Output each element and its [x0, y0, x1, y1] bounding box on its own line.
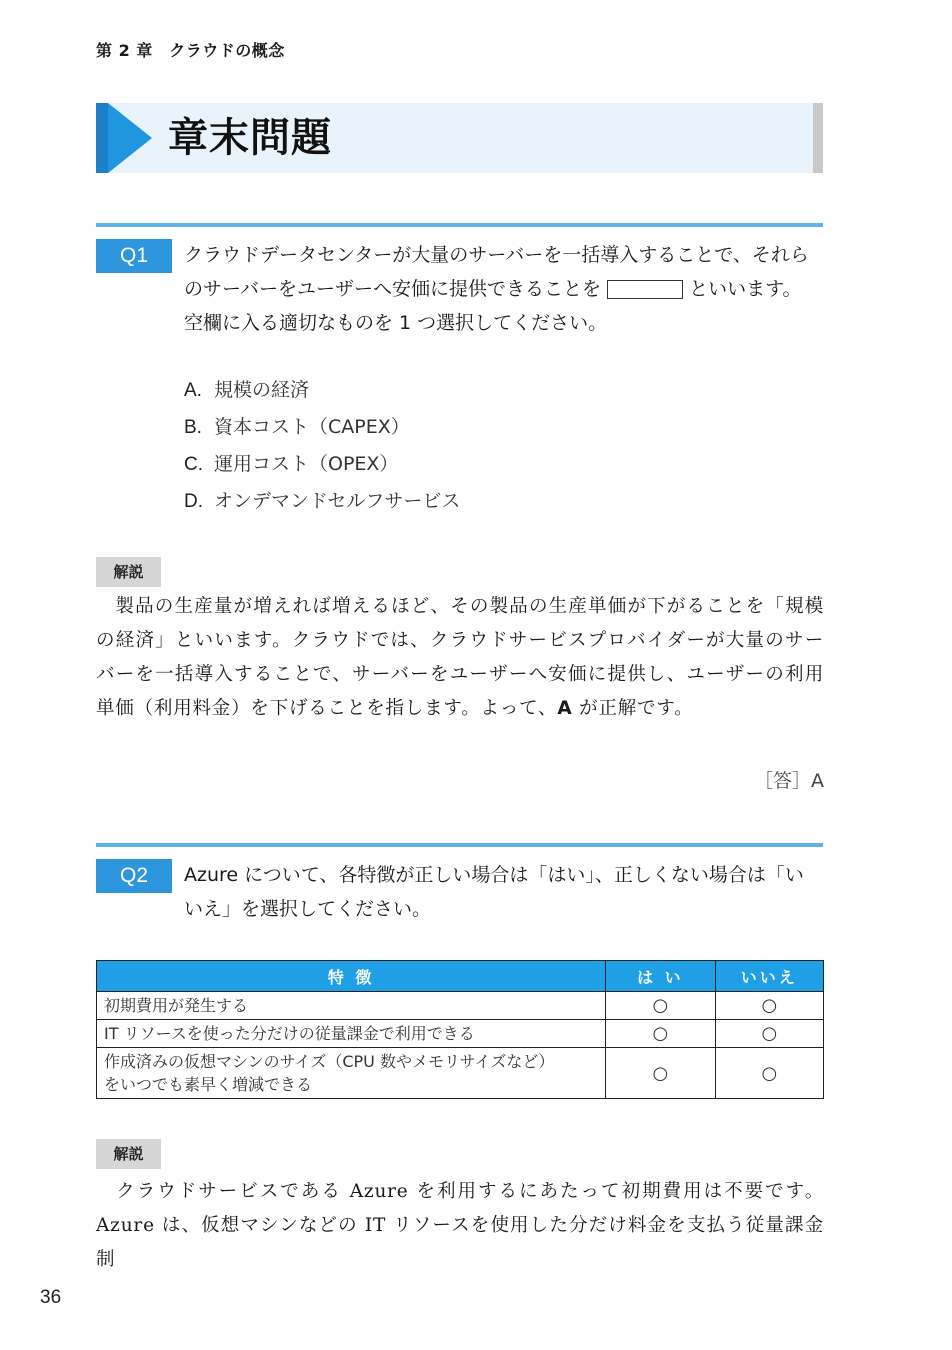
q2-line1: Azure について、各特徴が正しい場合は「はい」、正しくない場合は「い: [184, 864, 804, 886]
question-divider: [96, 223, 823, 227]
choice-text: 資本コスト（CAPEX）: [214, 416, 410, 438]
answer-blank-box: [607, 280, 683, 299]
chapter-title: 章末問題: [168, 115, 332, 161]
yes-circle: ○: [606, 1020, 715, 1048]
choice-text: 規模の経済: [214, 379, 310, 401]
q1-answer: ［答］A: [754, 770, 824, 792]
no-circle: ○: [715, 992, 823, 1020]
page-number: 36: [40, 1287, 62, 1308]
question-divider: [96, 843, 823, 847]
choice-d: [184, 483, 460, 520]
feature-line2: をいつでも素早く増減できる: [104, 1075, 313, 1094]
choice-letter: B.: [184, 417, 202, 438]
q1-question: [184, 238, 829, 340]
banner-left-bar: [96, 103, 108, 173]
q1-explanation-end: が正解です。: [572, 698, 694, 719]
choice-c: [184, 446, 460, 483]
choice-a: [184, 372, 460, 409]
q1-line1: クラウドデータセンターが大量のサーバーを一括導入することで、それら: [184, 244, 809, 266]
q1-explanation-label: 解説: [96, 557, 161, 587]
q2-line2: いえ」を選択してください。: [184, 898, 432, 920]
no-circle: ○: [715, 1020, 823, 1048]
banner-arrow-icon: [108, 103, 152, 173]
q1-explanation: [96, 590, 824, 726]
q2-explanation-text: クラウドサービスである Azure を利用するにあたって初期費用は不要です。Azure は、仮想マシンなどの IT リソースを使用した分だけ料金を支払う従量課金制: [96, 1181, 824, 1270]
q2-explanation-label: 解説: [96, 1139, 161, 1169]
q2-label: Q2: [96, 859, 172, 893]
q1-line2-after: といいます。: [689, 278, 802, 300]
yes-circle: ○: [606, 1048, 715, 1099]
header-yes: は い: [606, 961, 715, 992]
table-header-row: [97, 961, 824, 992]
choice-text: 運用コスト（OPEX）: [214, 453, 399, 475]
q1-choices: [184, 372, 460, 520]
choice-text: オンデマンドセルフサービス: [214, 490, 461, 512]
running-header-chapter: 第 2 章 クラウドの概念: [96, 41, 285, 60]
choice-letter: A.: [184, 380, 202, 401]
no-circle: ○: [715, 1048, 823, 1099]
table-row: [97, 1048, 824, 1099]
header-feature: 特 徴: [97, 961, 606, 992]
q1-correct-letter: A: [557, 698, 573, 719]
table-row: [97, 1020, 824, 1048]
choice-letter: D.: [184, 491, 203, 512]
feature-cell: [97, 1048, 606, 1099]
banner-right-bar: [813, 103, 823, 173]
choice-letter: C.: [184, 454, 203, 475]
q1-label: Q1: [96, 239, 172, 273]
header-no: いいえ: [715, 961, 823, 992]
feature-cell: 初期費用が発生する: [97, 992, 606, 1020]
q2-explanation: [96, 1175, 824, 1277]
yes-circle: ○: [606, 992, 715, 1020]
feature-cell: IT リソースを使った分だけの従量課金で利用できる: [97, 1020, 606, 1048]
q1-line3: 空欄に入る適切なものを 1 つ選択してください。: [184, 312, 608, 334]
choice-b: [184, 409, 460, 446]
q1-line2-before: のサーバーをユーザーへ安価に提供できることを: [184, 278, 602, 300]
feature-line1: 作成済みの仮想マシンのサイズ（CPU 数やメモリサイズなど）: [104, 1052, 555, 1071]
table-row: [97, 992, 824, 1020]
q2-question: [184, 858, 829, 926]
q1-line2: [184, 272, 829, 306]
features-table: [96, 960, 824, 1099]
q1-explanation-text: 製品の生産量が増えれば増えるほど、その製品の生産単価が下がることを「規模の経済」といいます。クラウドでは、クラウドサービスプロバイダーが大量のサーバーを一括導入することで、サーバーをユーザーへ安価に提供し、ユーザーの利用単価（利用料金）を下げることを指します。よって、: [96, 596, 824, 719]
